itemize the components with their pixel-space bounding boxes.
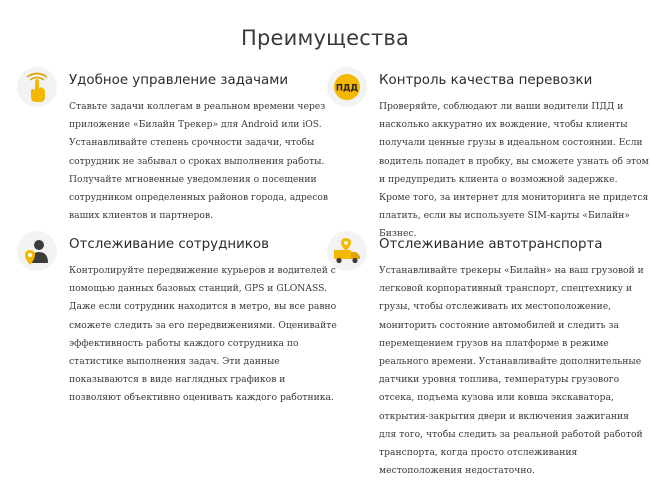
feature-text: Устанавливайте трекеры «Билайн» на ваш грузовой и легковой корпоративный транспорт, спецтехнику и грузы, чтобы отслеживать их местоположение, мониторить состояние автомобилей и следить за перемещением грузов на платформе в режиме реального времени. Устанавливайте дополнительные датчики уровня топлива, температуры грузового отсека, подъема кузова или ковша экскаватора, открытия-закрытия двери и включения зажигания для того, чтобы следить за реальной работой работой транспорта, когда просто отслеживания местоположения недостаточно. xyxy=(379,265,644,477)
person-location-icon xyxy=(17,231,57,271)
page-title: Преимущества xyxy=(240,26,410,50)
feature-transport-quality xyxy=(335,73,649,244)
pdd-badge-label: ПДД xyxy=(335,83,359,94)
feature-task-management xyxy=(69,73,339,225)
feature-title: Отслеживание сотрудников xyxy=(69,237,269,252)
truck-location-icon xyxy=(327,231,367,271)
feature-text: Ставьте задачи коллегам в реальном времени через приложение «Билайн Трекер» для Android или iOS. Устанавливайте степень срочности задачи, чтобы сотрудник не забывал о сроках выполнения работы. Получайте мгновенные уведомления о посещении сотрудником определенных районов города, адресов ваших клиентов и партнеров. xyxy=(69,101,329,222)
feature-title: Отслеживание автотранспорта xyxy=(379,237,603,252)
feature-vehicle-tracking xyxy=(379,237,649,480)
feature-title: Контроль качества перевозки xyxy=(379,73,593,88)
feature-title: Удобное управление задачами xyxy=(69,73,289,88)
pdd-badge-icon xyxy=(327,67,367,107)
feature-employee-tracking xyxy=(69,237,339,408)
tap-hand-icon xyxy=(17,67,57,107)
feature-text: Проверяйте, соблюдают ли ваши водители ПДД и насколько аккуратно их вождение, чтобы клиенты получали ценные грузы в идеальном состоянии. Если водитель попадет в пробку, вы сможете узнать об этом и предупредить клиента о возможной задержке. Кроме того, за интернет для мониторинга не придется платить, если вы используете SIM-карты «Билайн» Бизнес. xyxy=(379,101,649,240)
feature-text: Контролируйте передвижение курьеров и водителей с помощью данных базовых станций, GPS и GLONASS. Даже если сотрудник находится в метро, вы все равно сможете следить за его передвижениями. Оценивайте эффективность работы каждого сотрудника по статистике выполнения задач. Эти данные показываются в виде наглядных графиков и позволяют объективно оценивать каждого работника. xyxy=(69,265,337,404)
